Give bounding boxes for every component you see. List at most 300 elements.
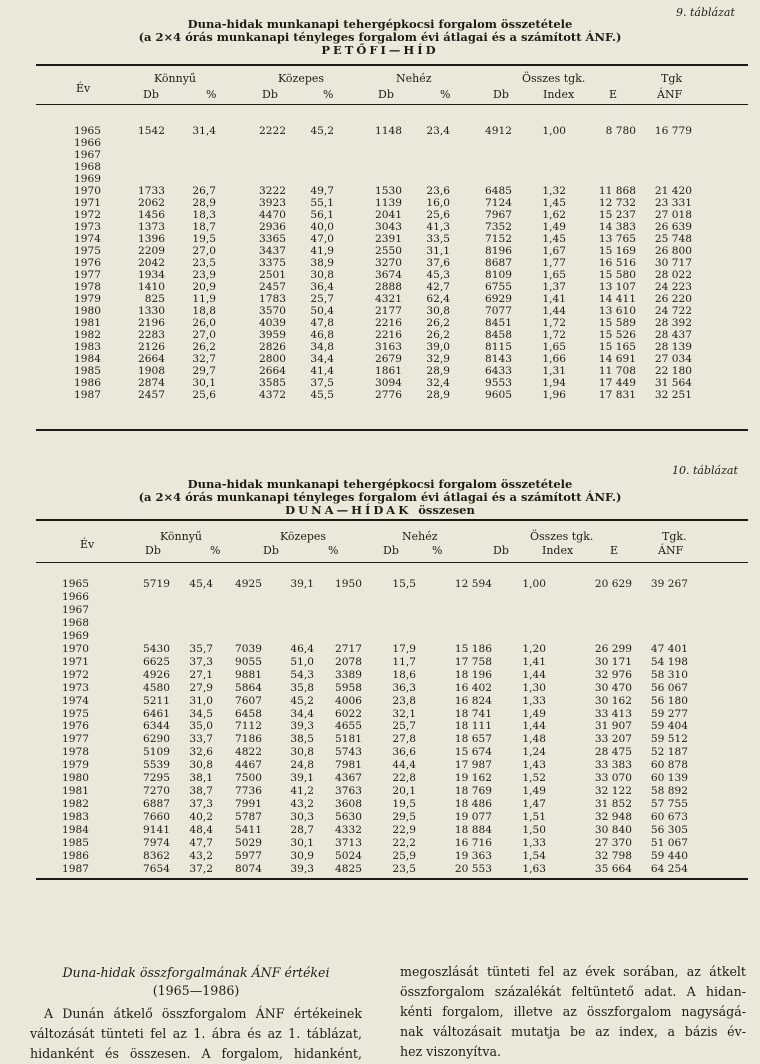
cell-ev: 1972	[74, 209, 101, 221]
cell-ev: 1977	[74, 269, 101, 281]
cell-np: 23,8	[392, 694, 416, 707]
cell-zp: 46,4	[290, 642, 314, 655]
cell-odb: 17 758	[454, 655, 492, 668]
cell-zp: 41,2	[290, 785, 314, 798]
cell-odb: 18 884	[454, 824, 492, 837]
cell-zp: 30,1	[290, 837, 314, 849]
cell-e: 13 107	[598, 281, 636, 293]
cell-odb: 15 186	[454, 642, 492, 655]
cell-zdb: 5029	[235, 837, 262, 849]
cell-ndb: 3270	[375, 257, 402, 269]
table-row	[0, 269, 760, 281]
cell-idx: 1,48	[522, 733, 546, 746]
cell-kp: 38,7	[189, 785, 213, 798]
cell-zdb: 7500	[235, 772, 262, 785]
cell-zdb: 2826	[259, 341, 286, 353]
table-row	[0, 221, 760, 233]
cell-idx: 1,50	[522, 824, 546, 837]
cell-idx: 1,72	[542, 329, 566, 341]
cell-np: 11,7	[392, 655, 416, 668]
table-row	[0, 811, 760, 823]
table-row	[0, 720, 760, 732]
cell-odb: 18 657	[454, 733, 492, 746]
cell-ev: 1979	[62, 759, 89, 772]
cell-e: 31 907	[594, 720, 632, 733]
cell-anf: 28 437	[654, 329, 692, 341]
table-row	[0, 281, 760, 293]
cell-idx: 1,44	[522, 720, 546, 733]
cell-ev: 1982	[62, 798, 89, 811]
cell-ndb: 3043	[375, 221, 402, 233]
cell-ndb: 6022	[335, 707, 362, 720]
cell-odb: 7967	[485, 209, 512, 221]
cell-anf: 28 392	[654, 317, 692, 329]
table-row	[0, 209, 760, 221]
cell-zdb: 4822	[235, 746, 262, 759]
cell-e: 11 868	[598, 185, 636, 197]
table-row	[0, 785, 760, 797]
cell-zp: 34,8	[310, 341, 334, 353]
t2-h-z-db: Db	[263, 544, 279, 557]
cell-odb: 18 769	[454, 785, 492, 798]
t1-h-n-db: Db	[378, 88, 394, 101]
cell-anf: 56 067	[650, 681, 688, 694]
cell-zdb: 8074	[235, 862, 262, 875]
cell-zdb: 2457	[259, 281, 286, 293]
t2-h-kozepes: Közepes	[280, 530, 327, 543]
cell-np: 23,4	[426, 125, 450, 137]
cell-ev: 1969	[62, 629, 89, 642]
cell-kp: 18,3	[192, 209, 216, 221]
cell-np: 20,1	[392, 785, 416, 798]
cell-idx: 1,30	[522, 681, 546, 694]
cell-anf: 31 564	[654, 377, 692, 389]
cell-anf: 25 748	[654, 233, 692, 245]
cell-kp: 23,5	[192, 257, 216, 269]
cell-np: 32,1	[392, 707, 416, 720]
cell-kp: 34,5	[189, 707, 213, 720]
cell-odb: 16 716	[454, 837, 492, 849]
table-row	[0, 161, 760, 173]
cell-np: 23,5	[392, 862, 416, 875]
cell-kp: 30,1	[192, 377, 216, 389]
cell-np: 32,9	[426, 353, 450, 365]
cell-zp: 30,9	[290, 849, 314, 862]
cell-e: 15 526	[598, 329, 636, 341]
cell-ndb: 4655	[335, 720, 362, 733]
cell-kdb: 5719	[143, 578, 170, 590]
cell-idx: 1,49	[542, 221, 566, 233]
cell-kdb: 1908	[138, 365, 165, 377]
cell-np: 62,4	[426, 293, 450, 305]
cell-e: 32 976	[594, 668, 632, 681]
cell-np: 28,9	[426, 389, 450, 401]
cell-anf: 58 892	[650, 785, 688, 798]
t2-h-ev: Év	[80, 538, 95, 551]
cell-zp: 47,8	[310, 317, 334, 329]
cell-kp: 47,7	[189, 837, 213, 849]
cell-zp: 39,1	[290, 772, 314, 785]
t1-h-e: E	[609, 88, 618, 101]
cell-anf: 56 180	[650, 694, 688, 707]
cell-kdb: 2196	[138, 317, 165, 329]
cell-ev: 1965	[74, 125, 101, 137]
t1-h-z-pct: %	[323, 88, 334, 101]
cell-anf: 26 639	[654, 221, 692, 233]
cell-anf: 22 180	[654, 365, 692, 377]
cell-np: 25,9	[392, 849, 416, 862]
cell-ev: 1978	[62, 746, 89, 759]
cell-idx: 1,31	[542, 365, 566, 377]
cell-odb: 18 486	[454, 798, 492, 811]
cell-anf: 59 512	[650, 733, 688, 746]
cell-ev: 1973	[74, 221, 101, 233]
cell-kp: 27,0	[192, 329, 216, 341]
table-row	[0, 149, 760, 161]
cell-ndb: 2550	[375, 245, 402, 257]
t2-h-konnyu: Könnyű	[160, 530, 203, 543]
cell-np: 45,3	[426, 269, 450, 281]
cell-odb: 16 824	[454, 694, 492, 707]
table1-bottom-rule	[36, 429, 748, 431]
cell-anf: 52 187	[650, 746, 688, 759]
cell-zp: 56,1	[310, 209, 334, 221]
cell-kdb: 2457	[138, 389, 165, 401]
cell-zdb: 3437	[259, 245, 286, 257]
cell-zp: 47,0	[310, 233, 334, 245]
cell-np: 19,5	[392, 798, 416, 811]
cell-ev: 1975	[62, 707, 89, 720]
cell-anf: 26 800	[654, 245, 692, 257]
cell-ev: 1980	[74, 305, 101, 317]
cell-kp: 27,0	[192, 245, 216, 257]
cell-kp: 32,7	[192, 353, 216, 365]
cell-zp: 38,5	[290, 733, 314, 746]
cell-kdb: 2126	[138, 341, 165, 353]
cell-kp: 38,1	[189, 772, 213, 785]
cell-odb: 19 077	[454, 811, 492, 824]
cell-kdb: 5539	[143, 759, 170, 772]
cell-idx: 1,44	[522, 668, 546, 681]
cell-ndb: 3763	[335, 785, 362, 798]
cell-np: 44,4	[392, 759, 416, 772]
cell-ev: 1985	[74, 365, 101, 377]
table-row	[0, 746, 760, 758]
cell-kdb: 6625	[143, 655, 170, 668]
table-row	[0, 329, 760, 341]
cell-kdb: 7660	[143, 811, 170, 824]
cell-kp: 18,8	[192, 305, 216, 317]
cell-ndb: 5181	[335, 733, 362, 746]
cell-zp: 49,7	[310, 185, 334, 197]
cell-odb: 8115	[485, 341, 512, 353]
cell-kdb: 1410	[138, 281, 165, 293]
left-line-3: hidanként és összesen. A forgalom, hidanként,	[30, 1046, 362, 1061]
cell-zdb: 3959	[259, 329, 286, 341]
cell-zp: 45,2	[310, 125, 334, 137]
cell-odb: 7152	[485, 233, 512, 245]
cell-idx: 1,63	[522, 862, 546, 875]
cell-ndb: 5743	[335, 746, 362, 759]
cell-ndb: 1950	[335, 578, 362, 590]
cell-anf: 56 305	[650, 824, 688, 837]
cell-odb: 15 674	[454, 746, 492, 759]
cell-e: 28 475	[594, 746, 632, 759]
cell-e: 15 580	[598, 269, 636, 281]
table1-top-rule	[36, 64, 748, 66]
cell-idx: 1,44	[542, 305, 566, 317]
cell-np: 42,7	[426, 281, 450, 293]
cell-e: 27 370	[594, 837, 632, 849]
cell-idx: 1,51	[522, 811, 546, 824]
t1-h-z-db: Db	[262, 88, 278, 101]
cell-zp: 45,5	[310, 389, 334, 401]
table-row	[0, 341, 760, 353]
cell-zp: 30,8	[290, 746, 314, 759]
cell-ndb: 2041	[375, 209, 402, 221]
cell-kdb: 5109	[143, 746, 170, 759]
cell-kp: 32,6	[189, 746, 213, 759]
cell-ndb: 5630	[335, 811, 362, 824]
cell-kp: 28,9	[192, 197, 216, 209]
cell-idx: 1,47	[522, 798, 546, 811]
cell-e: 30 470	[594, 681, 632, 694]
table-row	[0, 772, 760, 784]
table-row	[0, 656, 760, 668]
cell-zdb: 6458	[235, 707, 262, 720]
table2-title-line2: (a 2×4 órás munkanapi tényleges forgalom évi átlagai és a számított ÁNF.)	[138, 490, 622, 504]
cell-kdb: 1456	[138, 209, 165, 221]
cell-kp: 19,5	[192, 233, 216, 245]
table1-title-line2: (a 2×4 órás munkanapi tényleges forgalom évi átlagai és a számított ÁNF.)	[138, 30, 622, 44]
cell-anf: 51 067	[650, 837, 688, 849]
t2-h-n-pct: %	[432, 544, 443, 557]
cell-ndb: 2216	[375, 329, 402, 341]
t2-h-nehez: Nehéz	[402, 530, 438, 543]
cell-idx: 1,00	[522, 578, 546, 590]
cell-zp: 39,1	[290, 578, 314, 590]
t2-h-osszes: Összes tgk.	[530, 530, 594, 543]
table-row	[0, 353, 760, 365]
cell-ndb: 2391	[375, 233, 402, 245]
cell-zdb: 1783	[259, 293, 286, 305]
cell-zp: 39,3	[290, 862, 314, 875]
right-line-3: kénti forgalom, illetve az összforgalom nagyságá-	[400, 1004, 746, 1019]
cell-odb: 7352	[485, 221, 512, 233]
cell-ev: 1981	[62, 785, 89, 798]
cell-anf: 28 022	[654, 269, 692, 281]
cell-ev: 1967	[74, 149, 101, 161]
t1-h-konnyu: Könnyű	[154, 72, 197, 85]
cell-np: 33,5	[426, 233, 450, 245]
cell-ndb: 5024	[335, 849, 362, 862]
cell-e: 11 708	[598, 365, 636, 377]
cell-e: 26 299	[594, 642, 632, 655]
cell-kp: 35,7	[189, 642, 213, 655]
cell-np: 16,0	[426, 197, 450, 209]
cell-zp: 36,4	[310, 281, 334, 293]
cell-zdb: 5787	[235, 811, 262, 824]
cell-e: 33 070	[594, 772, 632, 785]
left-line-1: A Dunán átkelő összforgalom ÁNF értékeinek	[44, 1006, 362, 1021]
cell-kdb: 1733	[138, 185, 165, 197]
cell-kp: 25,6	[192, 389, 216, 401]
table-row	[0, 173, 760, 185]
cell-idx: 1,41	[522, 655, 546, 668]
cell-zp: 28,7	[290, 824, 314, 837]
cell-ev: 1975	[74, 245, 101, 257]
cell-kdb: 1396	[138, 233, 165, 245]
cell-zp: 41,9	[310, 245, 334, 257]
cell-odb: 6755	[485, 281, 512, 293]
table-row	[0, 257, 760, 269]
cell-ndb: 3389	[335, 668, 362, 681]
cell-kp: 37,2	[189, 862, 213, 875]
cell-np: 15,5	[392, 578, 416, 590]
cell-kp: 29,7	[192, 365, 216, 377]
cell-odb: 4912	[485, 125, 512, 137]
cell-ndb: 1148	[375, 125, 402, 137]
cell-zdb: 9055	[235, 655, 262, 668]
cell-ev: 1970	[62, 642, 89, 655]
t1-h-o-db: Db	[493, 88, 509, 101]
table1-title-line1: Duna-hidak munkanapi tehergépkocsi forgalom összetétele	[187, 17, 573, 31]
t1-h-anf: ÁNF	[657, 88, 683, 101]
cell-kdb: 6887	[143, 798, 170, 811]
cell-zdb: 5411	[235, 824, 262, 837]
cell-idx: 1,33	[522, 837, 546, 849]
cell-ev: 1965	[62, 578, 89, 590]
cell-ev: 1966	[62, 590, 89, 603]
cell-ev: 1966	[74, 137, 101, 149]
cell-zp: 50,4	[310, 305, 334, 317]
cell-zdb: 4467	[235, 759, 262, 772]
table2-title-line3b: összesen	[418, 503, 475, 517]
cell-ev: 1969	[74, 173, 101, 185]
cell-ndb: 4332	[335, 824, 362, 837]
cell-ev: 1983	[74, 341, 101, 353]
cell-np: 26,2	[426, 329, 450, 341]
cell-anf: 39 267	[650, 578, 688, 590]
table-row	[0, 708, 760, 720]
cell-anf: 21 420	[654, 185, 692, 197]
cell-idx: 1,32	[542, 185, 566, 197]
cell-idx: 1,41	[542, 293, 566, 305]
cell-odb: 9553	[485, 377, 512, 389]
cell-anf: 54 198	[650, 655, 688, 668]
table-row	[0, 137, 760, 149]
cell-odb: 16 402	[454, 681, 492, 694]
cell-kp: 37,3	[189, 798, 213, 811]
cell-kp: 23,9	[192, 269, 216, 281]
cell-np: 28,9	[426, 365, 450, 377]
cell-idx: 1,45	[542, 233, 566, 245]
cell-ndb: 2078	[335, 655, 362, 668]
table-row	[0, 798, 760, 810]
cell-kdb: 8362	[143, 849, 170, 862]
cell-anf: 59 440	[650, 849, 688, 862]
cell-ndb: 2177	[375, 305, 402, 317]
cell-ev: 1971	[62, 655, 89, 668]
t1-h-k-db: Db	[143, 88, 159, 101]
right-line-4: nak változásait mutatja be az index, a bázis év-	[400, 1024, 746, 1039]
cell-ndb: 2717	[335, 642, 362, 655]
cell-kp: 31,4	[192, 125, 216, 137]
cell-e: 17 449	[598, 377, 636, 389]
cell-ev: 1981	[74, 317, 101, 329]
cell-kp: 43,2	[189, 849, 213, 862]
cell-zp: 51,0	[290, 655, 314, 668]
cell-odb: 18 196	[454, 668, 492, 681]
t1-h-k-pct: %	[206, 88, 217, 101]
table-row	[0, 245, 760, 257]
cell-e: 14 411	[598, 293, 636, 305]
cell-ndb: 2216	[375, 317, 402, 329]
cell-zp: 34,4	[310, 353, 334, 365]
table-row	[0, 669, 760, 681]
t1-h-n-pct: %	[440, 88, 451, 101]
cell-odb: 19 162	[454, 772, 492, 785]
cell-zdb: 5864	[235, 681, 262, 694]
cell-zp: 54,3	[290, 668, 314, 681]
cell-ev: 1974	[62, 694, 89, 707]
t2-h-index: Index	[542, 544, 574, 557]
cell-np: 22,8	[392, 772, 416, 785]
table-row	[0, 185, 760, 197]
cell-odb: 12 594	[454, 578, 492, 590]
cell-ev: 1980	[62, 772, 89, 785]
cell-kp: 35,0	[189, 720, 213, 733]
cell-anf: 57 755	[650, 798, 688, 811]
cell-zdb: 7186	[235, 733, 262, 746]
cell-anf: 23 331	[654, 197, 692, 209]
table-row	[0, 682, 760, 694]
cell-idx: 1,77	[542, 257, 566, 269]
t1-h-ev: Év	[76, 82, 91, 95]
table-row	[0, 591, 760, 603]
cell-kdb: 2062	[138, 197, 165, 209]
table2-title	[0, 478, 760, 517]
cell-np: 27,8	[392, 733, 416, 746]
cell-kp: 27,1	[189, 668, 213, 681]
cell-zdb: 7736	[235, 785, 262, 798]
cell-ev: 1986	[74, 377, 101, 389]
t1-h-index: Index	[543, 88, 575, 101]
cell-ev: 1983	[62, 811, 89, 824]
table2-header-rule	[36, 562, 748, 563]
cell-kdb: 1330	[138, 305, 165, 317]
table-row	[0, 233, 760, 245]
cell-zdb: 4039	[259, 317, 286, 329]
table2-top-rule	[36, 519, 748, 521]
table-row	[0, 365, 760, 377]
table-row	[0, 305, 760, 317]
table1-title	[0, 18, 760, 57]
cell-kp: 11,9	[192, 293, 216, 305]
table-row	[0, 643, 760, 655]
cell-e: 31 852	[594, 798, 632, 811]
cell-zdb: 3585	[259, 377, 286, 389]
cell-ndb: 4321	[375, 293, 402, 305]
cell-kdb: 1934	[138, 269, 165, 281]
cell-kdb: 2042	[138, 257, 165, 269]
table-row	[0, 617, 760, 629]
cell-np: 18,6	[392, 668, 416, 681]
cell-zp: 40,0	[310, 221, 334, 233]
right-line-5: hez viszonyítva.	[400, 1044, 501, 1059]
cell-zdb: 9881	[235, 668, 262, 681]
cell-zdb: 2664	[259, 365, 286, 377]
